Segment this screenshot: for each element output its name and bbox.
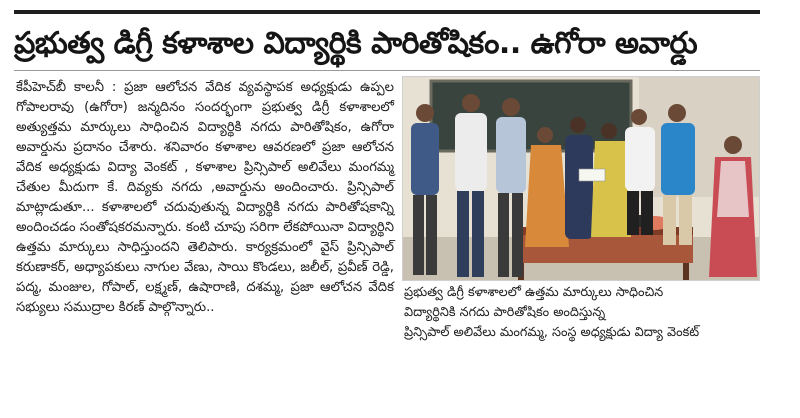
news-photo	[402, 76, 760, 281]
person-figure	[709, 136, 757, 277]
caption-line: ప్రిన్సిపాల్ అలివేలు మంగమ్మ, సంస్థ అధ్యక్షుడు విద్యా వెంకట్	[404, 325, 700, 340]
top-rule	[14, 10, 760, 14]
article-paragraph: కేపీహెచ్‌బీ కాలనీ : ప్రజా ఆలోచన వేదిక వ్యవస్థాపక అధ్యక్షుడు ఉప్పల గోపాలరావు (ఉగోరా) జన్మదినం సందర్భంగా ప్రభుత్వ డిగ్రీ కళాశాలలో అత్యుత్తమ మార్కులు సాధించిన విద్యార్థికి నగదు పారితోషికం, ఉగోరా అవార్డును ప్రదానం చేశారు. శనివారం కళాశాల ఆవరణలో ప్రజా ఆలోచన వేదిక అధ్యక్షుడు విద్యా వెంకట్ , కళాశాల ప్రిన్సిపాల్ అలివేలు మంగమ్మ చేతుల మీదుగా కే. దివ్యకు నగదు ,అవార్డును అందించారు. ప్రిన్సిపాల్ మాట్లాడుతూ... కళాశాలలో చదువుతున్న విద్యార్థికి నగదు పారితోషకాన్ని అందించడం సంతోషకరమన్నారు. కంటి చూపు సరిగా లేకపోయినా విద్యార్థిని ఉత్తమ మార్కులు సాధిస్తుందని తెలిపారు. కార్యక్రమంలో వైస్ ప్రిన్సిపాల్ కరుణాకర్, అధ్యాపకులు నాగుల వేణు, సాయి కొండలు, జలీల్, ప్రవీణ్ రెడ్డి, పద్మ, మంజుల, గోపాల్, లక్ష్మణ్, ఉషారాణి, దశమ్మ, ప్రజా ఆలోచన వేదిక సభ్యులు సముద్రాల కిరణ్ పాల్గొన్నారు..	[16, 80, 394, 315]
caption-line: విద్యార్థినికి నగదు పారితోషికం అందిస్తున్న	[404, 305, 606, 320]
headline-underline	[14, 70, 760, 71]
article-body	[16, 78, 394, 398]
caption-line: ప్రభుత్వ డిగ్రీ కళాశాలలో ఉత్తమ మార్కులు సాధించిన	[404, 285, 664, 300]
headline: ప్రభుత్వ డిగ్రీ కళాశాల విద్యార్థికి పారితోషికం.. ఉగోరా అవార్డు	[14, 26, 698, 61]
group-photo	[403, 77, 759, 280]
photo-caption	[404, 283, 758, 343]
